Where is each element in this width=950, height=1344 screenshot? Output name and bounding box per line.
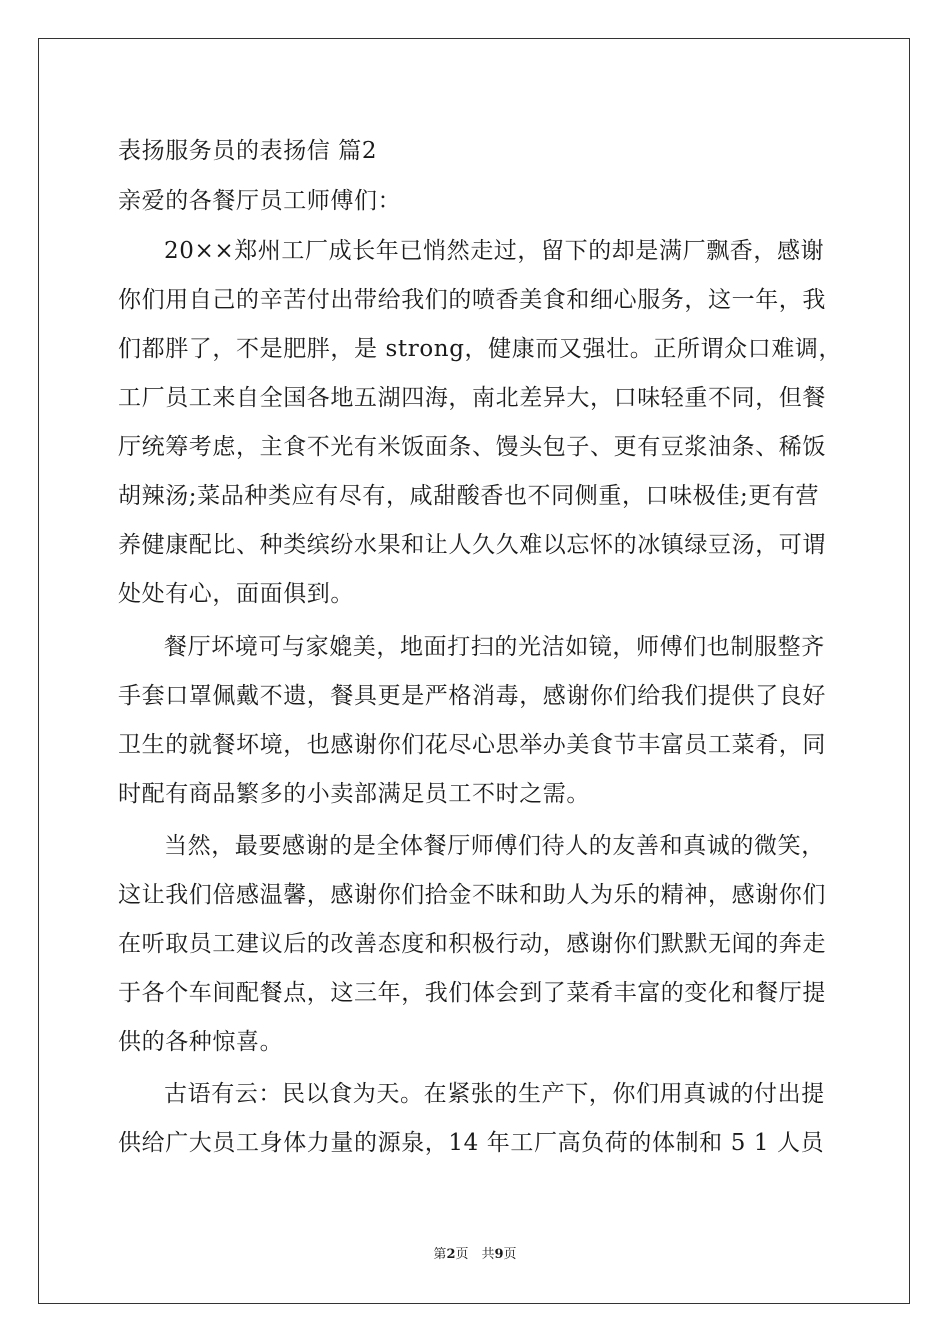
page-prefix: 第	[433, 1247, 447, 1262]
page-current-number: 2	[446, 1247, 456, 1262]
page-suffix: 页	[503, 1247, 517, 1262]
paragraph-line: 供的各种惊喜。	[118, 1029, 284, 1055]
paragraph-line: 们都胖了，不是肥胖，是 strong，健康而又强壮。正所谓众口难调，	[118, 336, 843, 362]
paragraph-line: 20××郑州工厂成长年已悄然走过，留下的却是满厂飘香，感谢	[164, 238, 825, 264]
paragraph-line: 卫生的就餐坏境，也感谢你们花尽心思举办美食节丰富员工菜肴，同	[118, 732, 826, 758]
paragraph-line: 养健康配比、种类缤纷水果和让人久久难以忘怀的冰镇绿豆汤，可谓	[118, 532, 826, 558]
paragraph-line: 工厂员工来自全国各地五湖四海，南北差异大，口味轻重不同，但餐	[118, 385, 826, 411]
page-footer	[0, 1246, 950, 1264]
paragraph-line: 餐厅坏境可与家媲美，地面打扫的光洁如镜，师傅们也制服整齐	[164, 634, 825, 660]
paragraph-line: 在听取员工建议后的改善态度和积极行动，感谢你们默默无闻的奔走	[118, 931, 826, 957]
paragraph-line: 胡辣汤;菜品种类应有尽有，咸甜酸香也不同侧重，口味极佳;更有营	[118, 483, 820, 509]
paragraph-line: 你们用自己的辛苦付出带给我们的喷香美食和细心服务，这一年，我	[118, 287, 826, 313]
paragraph-line: 手套口罩佩戴不遗，餐具更是严格消毒，感谢你们给我们提供了良好	[118, 683, 826, 709]
paragraph-line: 供给广大员工身体力量的源泉，14 年工厂高负荷的体制和 5 1 人员	[118, 1130, 825, 1156]
page-mid: 页 共	[455, 1247, 495, 1262]
letter-salutation: 亲爱的各餐厅员工师傅们：	[118, 188, 402, 214]
paragraph-line: 这让我们倍感温馨，感谢你们拾金不昧和助人为乐的精神，感谢你们	[118, 882, 826, 908]
paragraph-line: 时配有商品繁多的小卖部满足员工不时之需。	[118, 781, 590, 807]
paragraph-line: 处处有心，面面俱到。	[118, 581, 354, 607]
letter-heading: 表扬服务员的表扬信 篇2	[118, 138, 378, 164]
page-total-number: 9	[494, 1247, 504, 1262]
paragraph-line: 厅统筹考虑，主食不光有米饭面条、馒头包子、更有豆浆油条、稀饭	[118, 434, 826, 460]
paragraph-line: 当然，最要感谢的是全体餐厅师傅们待人的友善和真诚的微笑，	[164, 833, 825, 859]
page-border	[38, 38, 910, 1304]
paragraph-line: 古语有云：民以食为天。在紧张的生产下，你们用真诚的付出提	[164, 1081, 825, 1107]
paragraph-line: 于各个车间配餐点，这三年，我们体会到了菜肴丰富的变化和餐厅提	[118, 980, 826, 1006]
